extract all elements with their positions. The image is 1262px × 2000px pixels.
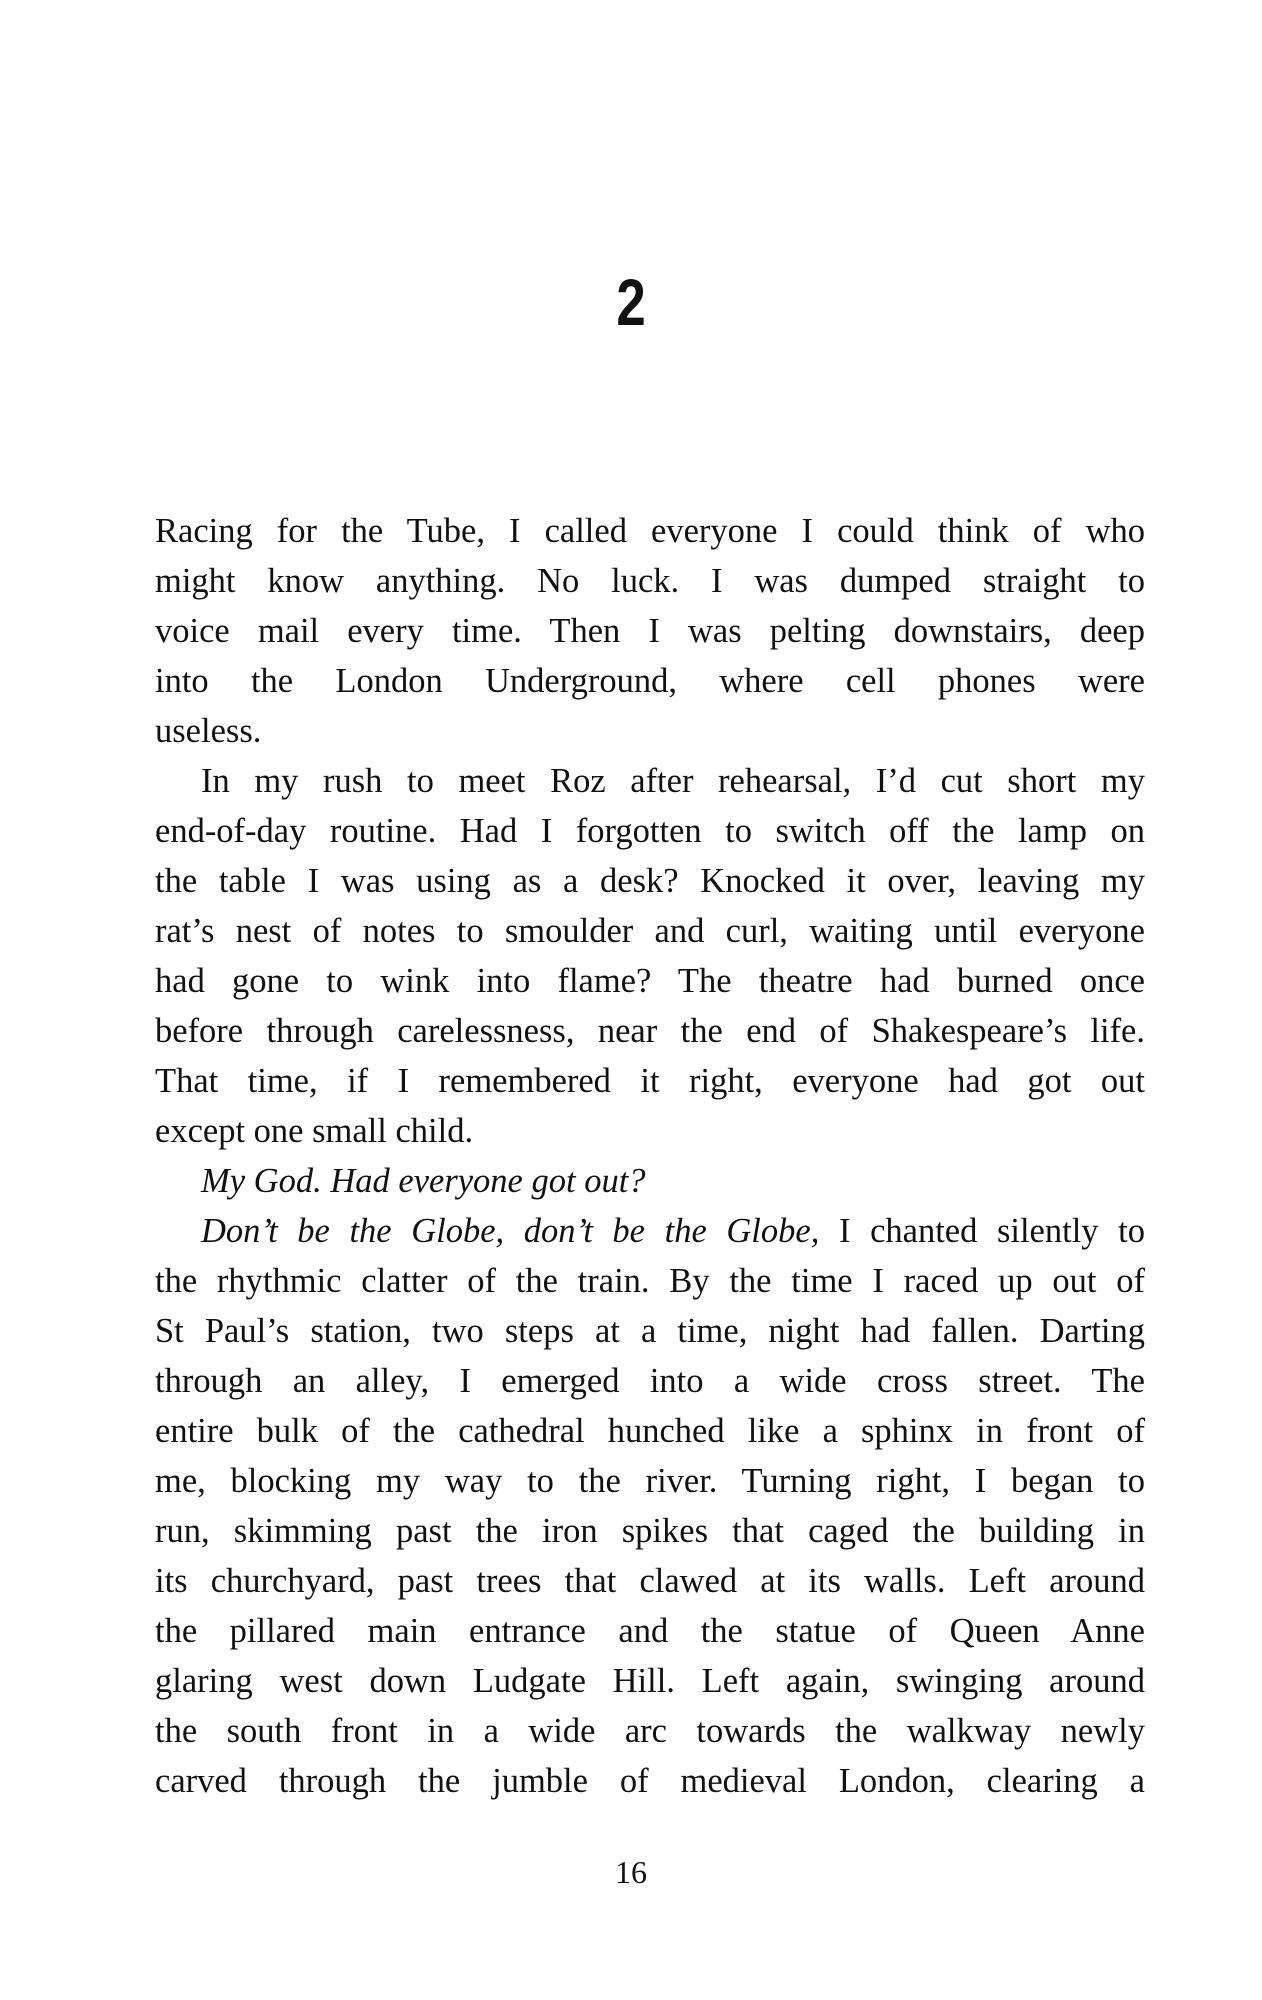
text-line: Racing for the Tube, I called everyone I could think of who: [155, 512, 1145, 550]
text-line: glaring west down Ludgate Hill. Left again, swinging around: [155, 1662, 1145, 1700]
text-line-with-italic-lead: [155, 1206, 1145, 1256]
text-line: In my rush to meet Roz after rehearsal, I’d cut short my: [201, 762, 1145, 800]
text-line: its churchyard, past trees that clawed at its walls. Left around: [155, 1562, 1145, 1600]
text-line: had gone to wink into flame? The theatre had burned once: [155, 962, 1145, 1000]
text-line: entire bulk of the cathedral hunched like a sphinx in front of: [155, 1412, 1145, 1450]
text-line: That time, if I remembered it right, everyone had got out: [155, 1062, 1145, 1100]
text-line: St Paul’s station, two steps at a time, night had fallen. Darting: [155, 1312, 1145, 1350]
text-line: before through carelessness, near the end of Shakespeare’s life.: [155, 1012, 1145, 1050]
text-line: into the London Underground, where cell phones were: [155, 662, 1145, 700]
chapter-body: [155, 506, 1145, 1806]
text-line: the rhythmic clatter of the train. By the time I raced up out of: [155, 1262, 1145, 1300]
text-line: useless.: [155, 712, 262, 750]
text-line-rest: I chanted silently to: [838, 1212, 1145, 1250]
text-line: might know anything. No luck. I was dumped straight to: [155, 562, 1145, 600]
text-line: the pillared main entrance and the statue of Queen Anne: [155, 1612, 1145, 1650]
text-line: voice mail every time. Then I was pelting downstairs, deep: [155, 612, 1145, 650]
chapter-number: 2: [616, 265, 646, 339]
text-line: carved through the jumble of medieval London, clearing a: [155, 1762, 1145, 1800]
text-line: except one small child.: [155, 1112, 474, 1150]
text-line: me, blocking my way to the river. Turning right, I began to: [155, 1462, 1145, 1500]
text-line: the table I was using as a desk? Knocked it over, leaving my: [155, 862, 1145, 900]
italic-lead: Don’t be the Globe, don’t be the Globe,: [201, 1212, 820, 1250]
text-line: My God. Had everyone got out?: [201, 1162, 646, 1200]
text-line: end-of-day routine. Had I forgotten to switch off the lamp on: [155, 812, 1145, 850]
page-number: 16: [615, 1854, 647, 1890]
text-line: the south front in a wide arc towards the walkway newly: [155, 1712, 1145, 1750]
text-line: run, skimming past the iron spikes that caged the building in: [155, 1512, 1145, 1550]
text-line: through an alley, I emerged into a wide cross street. The: [155, 1362, 1145, 1400]
text-line: rat’s nest of notes to smoulder and curl, waiting until everyone: [155, 912, 1145, 950]
